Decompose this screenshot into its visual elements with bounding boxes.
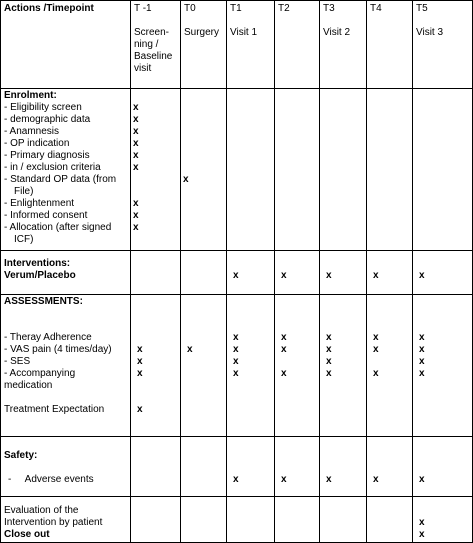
safety-t0 — [180, 436, 227, 497]
closing-t0 — [180, 496, 227, 543]
closing-items — [0, 496, 131, 543]
safety-item-adverse-events: - Adverse events — [8, 474, 94, 485]
mark-t5: x — [419, 517, 425, 528]
assessments-t1 — [226, 294, 275, 437]
safety-heading: Safety: — [4, 450, 38, 461]
mark-t3: x — [326, 270, 332, 281]
closing-t2 — [274, 496, 320, 543]
mark-t_minus1: x — [137, 356, 143, 367]
assessments-t4 — [366, 294, 413, 437]
mark-t1: x — [233, 332, 239, 343]
safety-t_minus1 — [130, 436, 181, 497]
mark-t4: x — [373, 368, 379, 379]
enrolment-t3 — [319, 88, 367, 251]
header-t_minus1 — [130, 0, 181, 89]
mark-t_minus1: x — [133, 102, 139, 113]
mark-t0: x — [187, 344, 193, 355]
enrolment-heading: Enrolment: — [4, 90, 57, 101]
header-t1 — [226, 0, 275, 89]
enrolment-t2 — [274, 88, 320, 251]
safety-t1 — [226, 436, 275, 497]
mark-t1: x — [233, 474, 239, 485]
mark-t5: x — [419, 529, 425, 540]
assessment-item-3: - Accompanying — [4, 368, 76, 379]
enrolment-item-6: File) — [14, 186, 34, 197]
mark-t5: x — [419, 332, 425, 343]
header-t1-code: T1 — [230, 3, 242, 14]
interventions-t0 — [180, 250, 227, 295]
safety-t4 — [366, 436, 413, 497]
mark-t_minus1: x — [133, 210, 139, 221]
safety-items — [0, 436, 131, 497]
enrolment-item-4: - Primary diagnosis — [4, 150, 90, 161]
closing-t4 — [366, 496, 413, 543]
enrolment-item-3: - OP indication — [4, 138, 70, 149]
interventions-t_minus1 — [130, 250, 181, 295]
mark-t_minus1: x — [137, 344, 143, 355]
header-t_minus1-sub-3: visit — [134, 63, 152, 74]
enrolment-item-2: - Anamnesis — [4, 126, 60, 137]
mark-t4: x — [373, 344, 379, 355]
closing-t3 — [319, 496, 367, 543]
mark-t1: x — [233, 344, 239, 355]
interventions-heading-0: Interventions: — [4, 258, 71, 269]
safety-t3 — [319, 436, 367, 497]
header-actions-label: Actions /Timepoint — [4, 3, 94, 14]
mark-t5: x — [419, 270, 425, 281]
assessment-item-0: - Theray Adherence — [4, 332, 92, 343]
enrolment-t_minus1 — [130, 88, 181, 251]
header-t0 — [180, 0, 227, 89]
interventions-t5 — [412, 250, 473, 295]
header-t_minus1-sub-2: Baseline — [134, 51, 173, 62]
assessment-item-4: Treatment Expectation — [4, 404, 105, 415]
closing-line-1: Intervention by patient — [4, 517, 103, 528]
interventions-heading-1: Verum/Placebo — [4, 270, 76, 281]
mark-t5: x — [419, 356, 425, 367]
header-t3-code: T3 — [323, 3, 335, 14]
assessments-t3 — [319, 294, 367, 437]
closing-t_minus1 — [130, 496, 181, 543]
header-t0-sub-0: Surgery — [184, 27, 220, 38]
mark-t3: x — [326, 474, 332, 485]
assessment-item-2: - SES — [4, 356, 31, 367]
closing-line-2: Close out — [4, 529, 50, 540]
assessments-items — [0, 294, 131, 437]
header-t4-code: T4 — [370, 3, 382, 14]
mark-t_minus1: x — [133, 198, 139, 209]
assessment-item-3: medication — [4, 380, 53, 391]
assessment-item-1: - VAS pain (4 times/day) — [4, 344, 112, 355]
header-t3-sub-0: Visit 2 — [323, 27, 351, 38]
safety-t2 — [274, 436, 320, 497]
enrolment-item-0: - Eligibility screen — [4, 102, 82, 113]
enrolment-t1 — [226, 88, 275, 251]
interventions-items — [0, 250, 131, 295]
header-t2 — [274, 0, 320, 89]
assessments-t0 — [180, 294, 227, 437]
mark-t4: x — [373, 270, 379, 281]
mark-t1: x — [233, 368, 239, 379]
mark-t_minus1: x — [133, 126, 139, 137]
mark-t4: x — [373, 332, 379, 343]
enrolment-item-7: - Enlightenment — [4, 198, 75, 209]
mark-t_minus1: x — [133, 150, 139, 161]
mark-t5: x — [419, 344, 425, 355]
assessments-t_minus1 — [130, 294, 181, 437]
interventions-t3 — [319, 250, 367, 295]
mark-t0: x — [183, 174, 189, 185]
mark-t4: x — [373, 474, 379, 485]
header-t1-sub-0: Visit 1 — [230, 27, 258, 38]
mark-expectation-t_minus1: x — [137, 404, 143, 415]
mark-t2: x — [281, 270, 287, 281]
header-t5-code: T5 — [416, 3, 428, 14]
interventions-t1 — [226, 250, 275, 295]
safety-t5 — [412, 436, 473, 497]
header-t_minus1-sub-0: Screen- — [134, 27, 170, 38]
header-t0-code: T0 — [184, 3, 196, 14]
mark-t3: x — [326, 332, 332, 343]
assessments-heading: ASSESSMENTS: — [4, 296, 83, 307]
mark-t1: x — [233, 356, 239, 367]
mark-t_minus1: x — [133, 162, 139, 173]
interventions-t4 — [366, 250, 413, 295]
enrolment-item-6: - Standard OP data (from — [4, 174, 117, 185]
mark-t_minus1: x — [133, 114, 139, 125]
mark-t3: x — [326, 356, 332, 367]
enrolment-item-9: ICF) — [14, 234, 34, 245]
enrolment-t4 — [366, 88, 413, 251]
header-t5-sub-0: Visit 3 — [416, 27, 444, 38]
mark-t2: x — [281, 368, 287, 379]
closing-line-0: Evaluation of the — [4, 505, 79, 516]
header-t3 — [319, 0, 367, 89]
mark-t2: x — [281, 474, 287, 485]
mark-t2: x — [281, 344, 287, 355]
header-t4 — [366, 0, 413, 89]
mark-t_minus1: x — [133, 222, 139, 233]
mark-t3: x — [326, 368, 332, 379]
closing-t1 — [226, 496, 275, 543]
assessments-t2 — [274, 294, 320, 437]
mark-t2: x — [281, 332, 287, 343]
enrolment-item-9: - Allocation (after signed — [4, 222, 112, 233]
enrolment-t5 — [412, 88, 473, 251]
assessments-t5 — [412, 294, 473, 437]
header-t_minus1-sub-1: ning / — [134, 39, 159, 50]
header-t2-code: T2 — [278, 3, 290, 14]
header-actions — [0, 0, 131, 89]
enrolment-item-1: - demographic data — [4, 114, 91, 125]
mark-t_minus1: x — [137, 368, 143, 379]
enrolment-t0 — [180, 88, 227, 251]
mark-t3: x — [326, 344, 332, 355]
mark-t5: x — [419, 368, 425, 379]
header-t_minus1-code: T -1 — [134, 3, 152, 14]
enrolment-item-5: - in / exclusion criteria — [4, 162, 101, 173]
mark-t5: x — [419, 474, 425, 485]
mark-t1: x — [233, 270, 239, 281]
enrolment-items — [0, 88, 131, 251]
mark-t_minus1: x — [133, 138, 139, 149]
enrolment-item-8: - Informed consent — [4, 210, 88, 221]
closing-t5 — [412, 496, 473, 543]
interventions-t2 — [274, 250, 320, 295]
header-t5 — [412, 0, 473, 89]
